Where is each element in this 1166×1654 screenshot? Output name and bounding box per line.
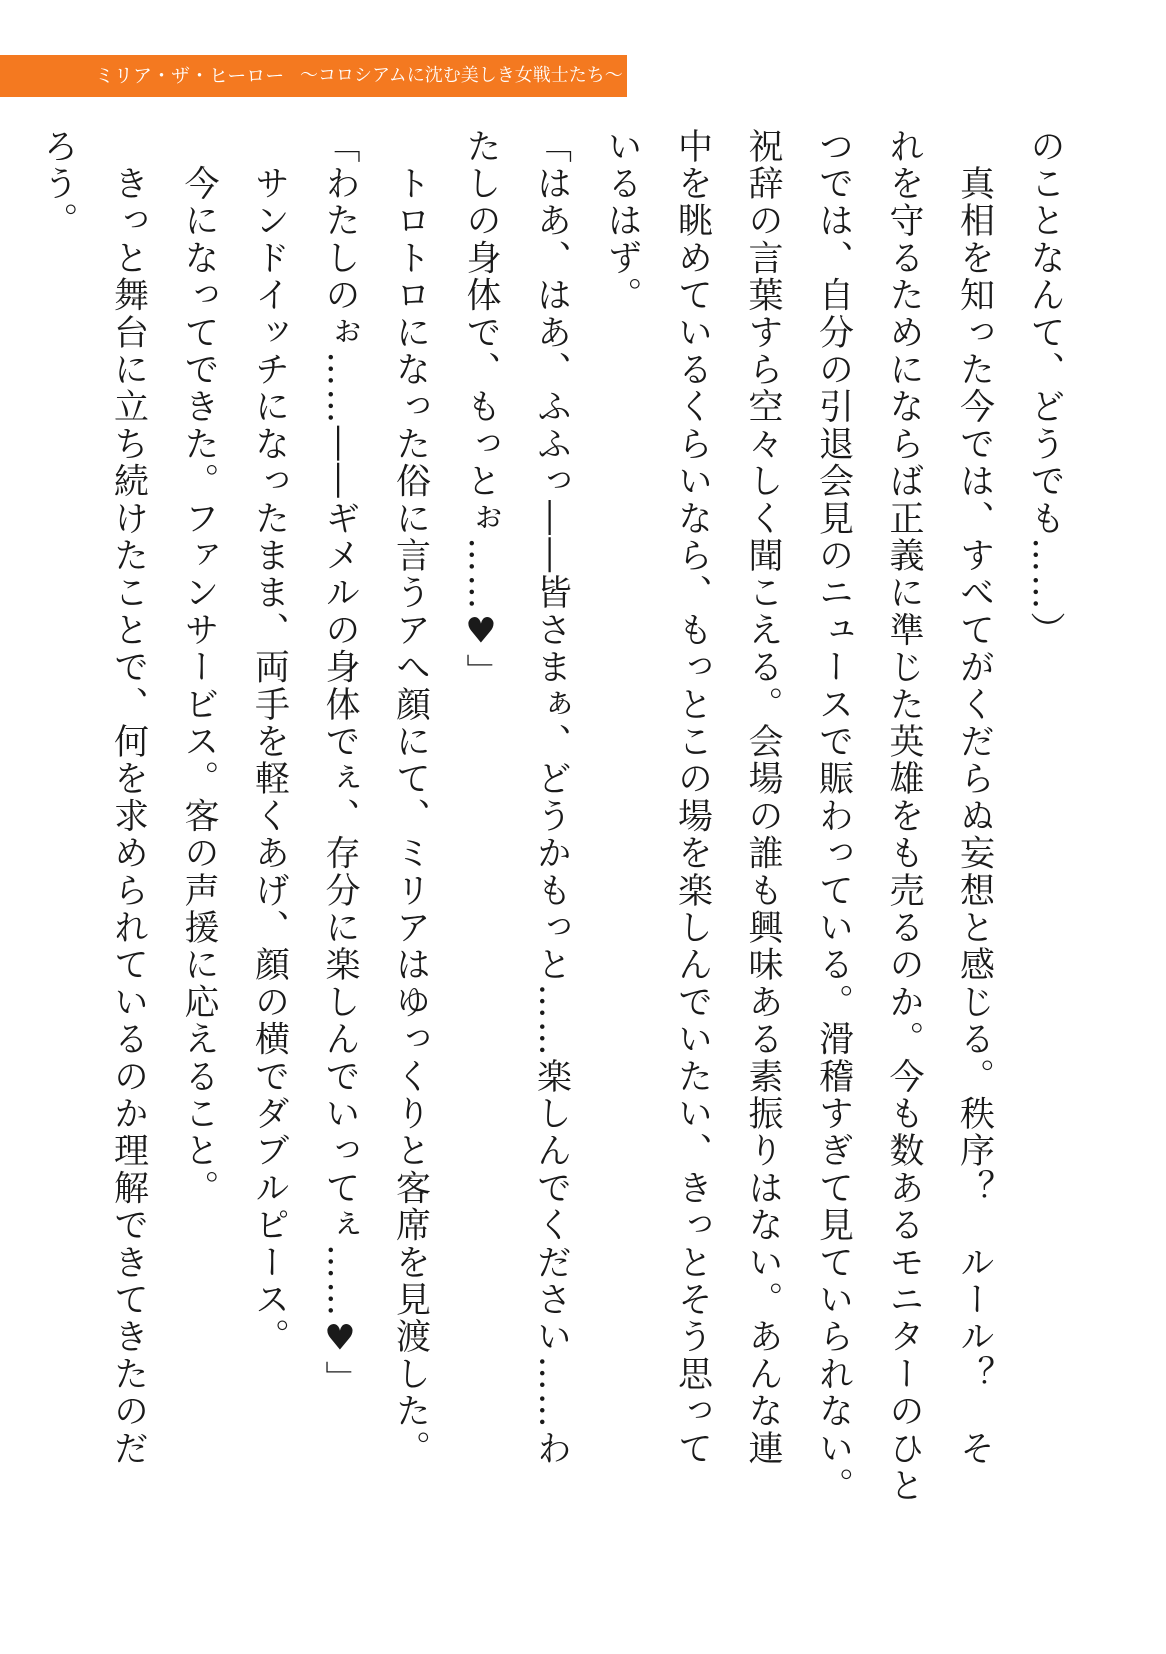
text-line: サンドイッチになったまま、両手を軽くあげ、顔の横でダブルピース。 — [249, 128, 290, 1356]
text-line: 今になってできた。ファンサービス。客の声援に応えること。 — [179, 128, 219, 1207]
text-line: つでは、自分の引退会見のニュースで賑わっている。滑稽すぎて見ていられない。 — [813, 128, 854, 1505]
text-line: 「わたしのぉ……――ギメルの身体でぇ、存分に楽しんでいってぇ……♥」 — [320, 128, 360, 1398]
text-line: のことなんて、どうでも……） — [1025, 128, 1065, 649]
book-title: ミリア・ザ・ヒーロー — [95, 65, 285, 87]
text-line: 「はあ、はあ、ふふっ――皆さまぁ、どうかもっと……楽しんでください……わ — [531, 128, 572, 1468]
book-subtitle: 〜コロシアムに沈む美しき女戦士たち〜 — [300, 65, 623, 86]
text-line: たしの身体で、もっとぉ……♥」 — [461, 128, 501, 691]
text-line: ろう。 — [38, 128, 78, 240]
vertical-text-body — [38, 128, 1080, 1568]
running-header — [0, 55, 627, 97]
text-line: 祝辞の言葉すら空々しく聞こえる。会場の誰も興味ある素振りはない。あんな連 — [743, 128, 783, 1468]
text-line: いるはず。 — [602, 128, 642, 314]
text-line: 真相を知った今では、すべてがくだらぬ妄想と感じる。秩序？ ルール？ そ — [954, 128, 995, 1468]
text-line: れを守るためにならば正義に準じた英雄をも売るのか。今も数あるモニターのひと — [884, 128, 924, 1505]
text-line: トロトロになった俗に言うアへ顔にて、ミリアはゆっくりと客席を見渡した。 — [390, 128, 431, 1468]
text-line: 中を眺めているくらいなら、もっとこの場を楽しんでいたい、きっとそう思って — [672, 128, 713, 1468]
text-line: きっと舞台に立ち続けたことで、何を求められているのか理解できてきたのだ — [108, 128, 149, 1468]
